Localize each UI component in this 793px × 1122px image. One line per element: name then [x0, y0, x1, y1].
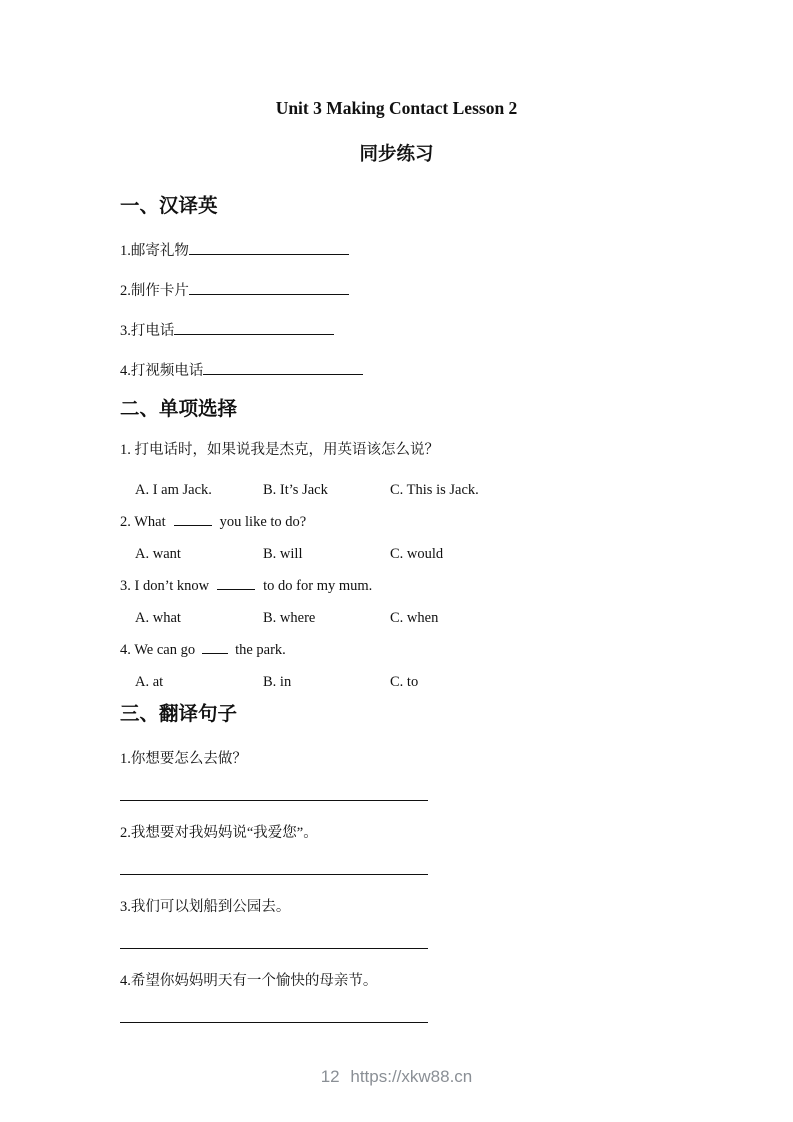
translation-item-4 [120, 361, 673, 381]
translation-item-label: 1.邮寄礼物 [120, 243, 189, 259]
inline-blank [202, 642, 228, 654]
answer-line [120, 874, 428, 875]
translation-item-label: 4.打视频电话 [120, 363, 204, 379]
mc-question-2-options [120, 545, 673, 563]
sentence-item-2 [120, 824, 673, 875]
question-text-after: the park. [235, 642, 286, 658]
mc-question-3-options [120, 609, 673, 627]
answer-blank-line [174, 323, 334, 335]
answer-blank-line [203, 363, 363, 375]
option-c: C. to [390, 674, 419, 690]
question-text-after: to do for my mum. [263, 578, 373, 594]
worksheet-subtitle: 同步练习 [359, 143, 434, 164]
worksheet-title: Unit 3 Making Contact Lesson 2 [275, 98, 518, 118]
option-a: A. want [135, 546, 181, 562]
option-a: A. what [135, 610, 181, 626]
translation-item-label: 2.制作卡片 [120, 283, 189, 299]
option-c: C. when [390, 610, 439, 626]
question-text-before: 4. We can go [120, 642, 196, 658]
answer-line [120, 948, 428, 949]
inline-blank [217, 578, 255, 590]
option-b: B. It’s Jack [263, 482, 328, 498]
option-a: A. I am Jack. [135, 482, 212, 498]
answer-blank-line [189, 283, 349, 295]
sentence-item-4 [120, 972, 673, 1023]
section-1-heading: 一、汉译英 [120, 195, 218, 217]
option-c: C. would [390, 546, 444, 562]
question-text-before: 3. I don’t know [120, 578, 210, 594]
translation-item-3 [120, 321, 673, 341]
question-text-after: you like to do? [219, 514, 307, 530]
sentence-item-label: 3.我们可以划船到公园去。 [120, 899, 291, 915]
sentence-item-label: 2.我想要对我妈妈说“我爱您”。 [120, 825, 318, 841]
sentence-item-label: 1.你想要怎么去做？ [120, 751, 247, 767]
sentence-item-1 [120, 750, 673, 801]
option-a: A. at [135, 674, 164, 690]
option-c: C. This is Jack. [390, 482, 479, 498]
option-b: B. where [263, 610, 316, 626]
option-b: B. will [263, 546, 303, 562]
answer-line [120, 800, 428, 801]
page-number: 12 [320, 1067, 340, 1086]
sentence-item-3 [120, 898, 673, 949]
translation-item-label: 3.打电话 [120, 323, 175, 339]
page-footer [0, 1066, 793, 1088]
translation-item-2 [120, 281, 673, 301]
site-url: https://xkw88.cn [350, 1067, 473, 1086]
inline-blank [174, 514, 212, 526]
mc-question-3-prompt [120, 577, 673, 596]
translation-item-1 [120, 241, 673, 261]
mc-question-1-prompt: 1. 打电话时，如果说我是杰克，用英语该怎么说？ [120, 442, 439, 458]
sentence-item-label: 4.希望你妈妈明天有一个愉快的母亲节。 [120, 973, 378, 989]
answer-line [120, 1022, 428, 1023]
mc-question-4-prompt [120, 641, 673, 660]
section-2-heading: 二、单项选择 [120, 398, 238, 420]
section-3-heading: 三、翻译句子 [120, 703, 238, 725]
answer-blank-line [189, 243, 349, 255]
mc-question-2-prompt [120, 513, 673, 532]
question-text-before: 2. What [120, 514, 166, 530]
mc-question-4-options [120, 673, 673, 691]
mc-question-1-options [120, 481, 673, 499]
option-b: B. in [263, 674, 292, 690]
